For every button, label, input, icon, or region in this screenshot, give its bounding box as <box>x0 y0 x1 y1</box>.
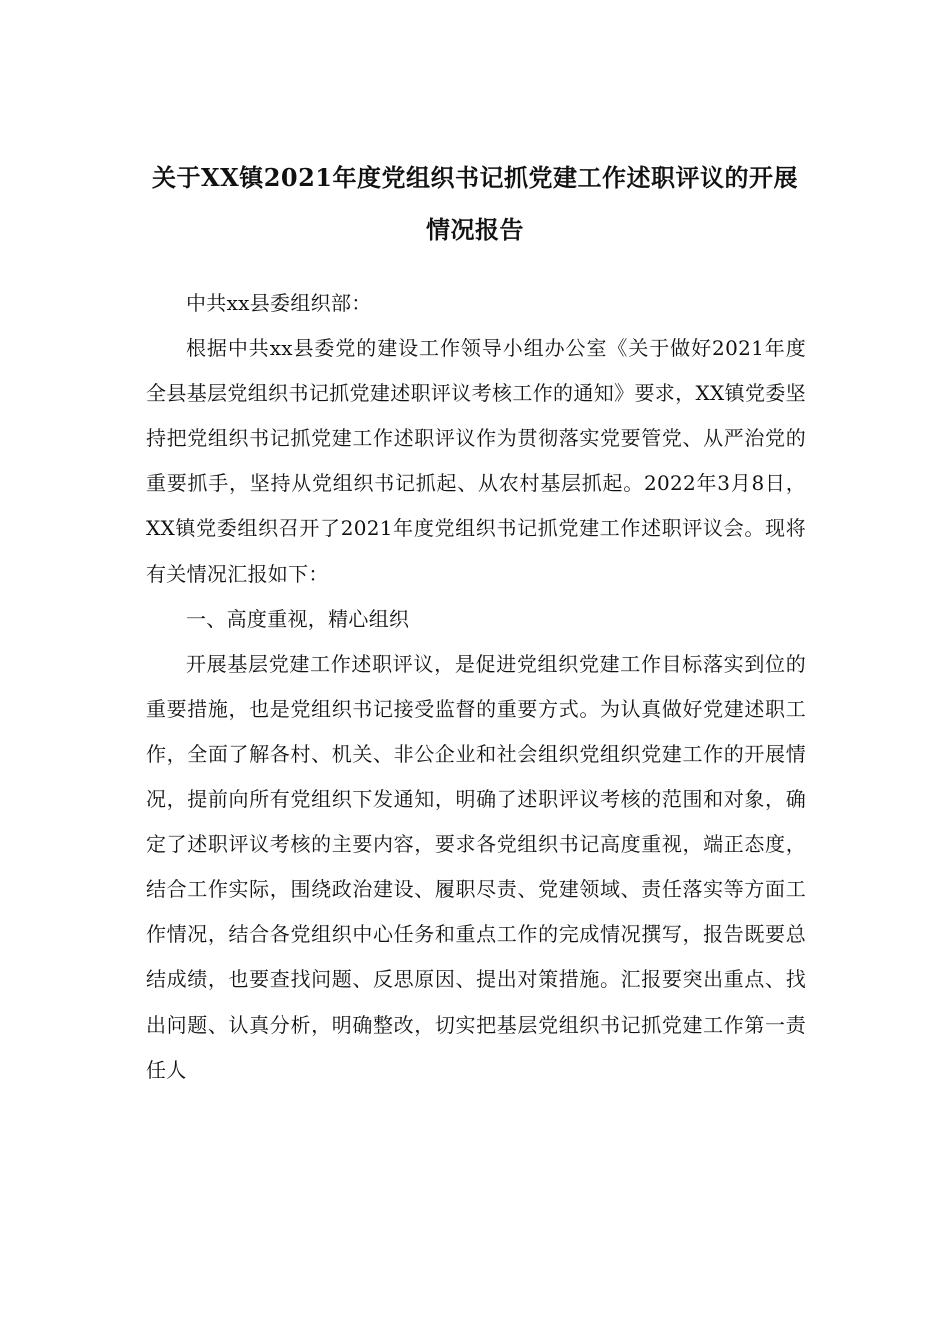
title-line-2: 情况报告 <box>426 215 524 244</box>
paragraph-section-1: 开展基层党建工作述职评议，是促进党组织党建工作目标落实到位的重要措施，也是党组织书记接受监督的重要方式。为认真做好党建述职工作，全面了解各村、机关、非公企业和社会组织党组织党建工作的开展情况，提前向所有党组织下发通知，明确了述职评议考核的范围和对象，确定了述职评议考核的主要内容，要求各党组织书记高度重视，端正态度，结合工作实际，围绕政治建设、履职尽责、党建领域、责任落实等方面工作情况，结合各党组织中心任务和重点工作的完成情况撰写，报告既要总结成绩，也要查找问题、反思原因、提出对策措施。汇报要突出重点、找出问题、认真分析，明确整改，切实把基层党组织书记抓党建工作第一责任人 <box>146 651 806 1082</box>
document-body <box>146 281 806 1093</box>
title-line-1: 关于XX镇2021年度党组织书记抓党建工作述职评议的开展 <box>151 163 799 192</box>
paragraph-intro: 根据中共xx县委党的建设工作领导小组办公室《关于做好2021年度全县基层党组织书记抓党建述职评议考核工作的通知》要求，XX镇党委坚持把党组织书记抓党建工作述职评议作为贯彻落实党要管党、从严治党的重要抓手，坚持从党组织书记抓起、从农村基层抓起。2022年3月8日，XX镇党委组织召开了2021年度党组织书记抓党建工作述职评议会。现将有关情况汇报如下： <box>146 336 806 586</box>
document-title <box>100 152 850 256</box>
section-heading-1: 一、高度重视，精心组织 <box>186 606 410 631</box>
salutation: 中共xx县委组织部： <box>186 291 372 315</box>
